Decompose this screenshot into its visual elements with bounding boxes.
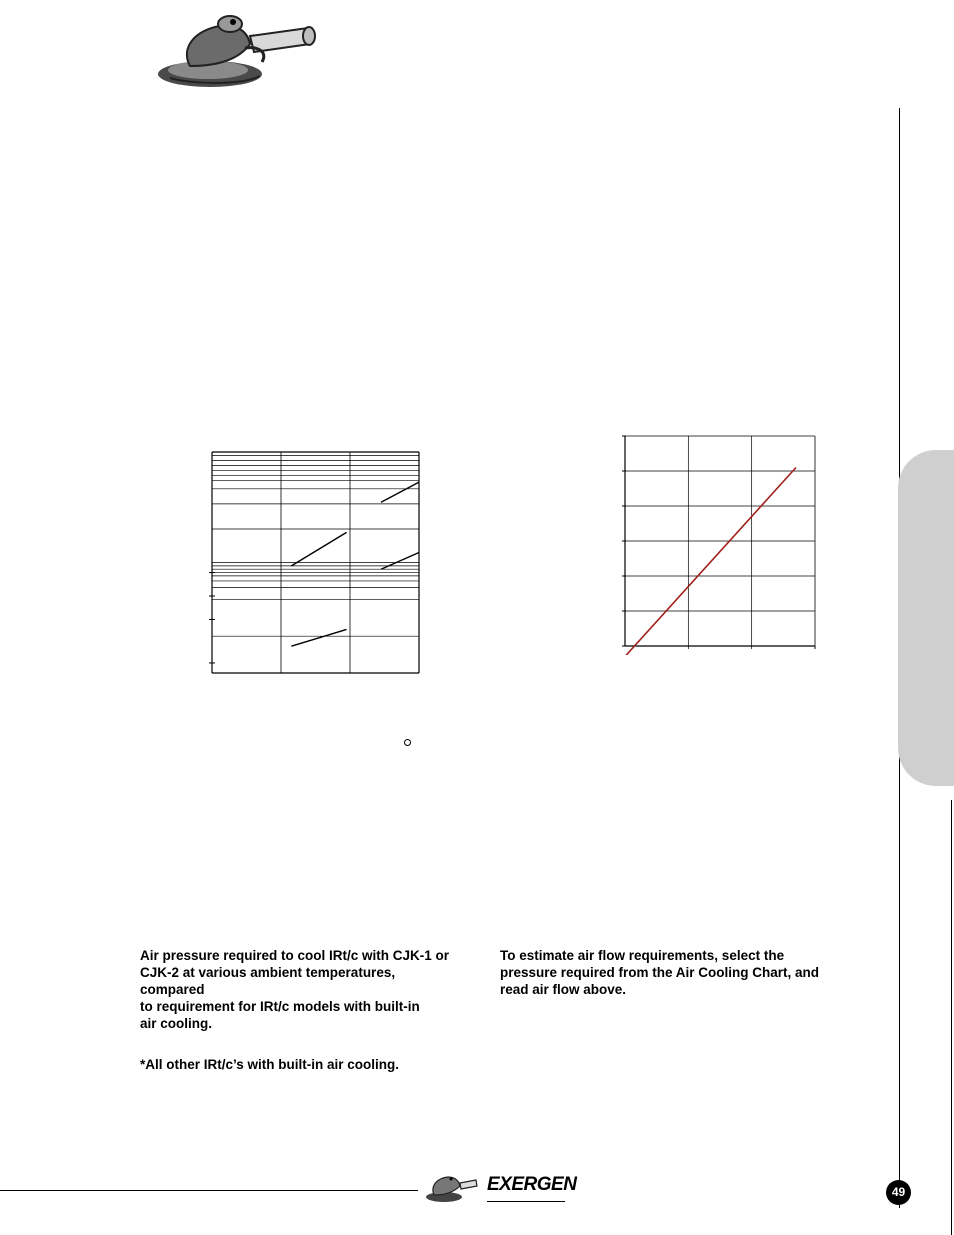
chart1-series-lower-pair-b: [381, 552, 419, 569]
wordmark-underline: [487, 1201, 565, 1202]
chart2-series-air-flow: [625, 468, 796, 656]
right-edge-rule: [951, 800, 952, 1235]
section-tab: [898, 450, 954, 786]
footnote: *All other IRt/c’s with built-in air cooling.: [140, 1057, 400, 1072]
footer-mascot-icon: [424, 1173, 480, 1203]
chart1-series-upper-pair-b: [381, 482, 419, 502]
page-number: 49: [886, 1180, 911, 1205]
left-caption: [140, 947, 470, 1032]
footer-rule: [0, 1190, 418, 1191]
degree-symbol: [404, 739, 411, 746]
air-cooling-plot: [209, 452, 419, 673]
left-caption-line-1: Air pressure required to cool IRt/c with CJK-1 or: [140, 948, 450, 963]
air-cooling-chart: [200, 440, 430, 680]
left-caption-line-2: CJK-2 at various ambient temperatures,: [140, 965, 396, 980]
air-flow-chart: [615, 430, 825, 655]
chart1-series-upper-pair-a: [291, 532, 346, 565]
left-caption-line-3: compared: [140, 982, 205, 997]
exergen-wordmark: EXERGEN: [487, 1174, 577, 1195]
chart1-series-lower-pair-a: [291, 629, 346, 646]
right-caption: To estimate air flow requirements, select the pressure required from the Air Cooling Chart, and read air flow above.: [500, 948, 820, 997]
air-flow-plot: [622, 436, 815, 655]
left-caption-line-4: to requirement for IRt/c models with built-in: [140, 999, 420, 1014]
frog-mascot-logo: [150, 8, 330, 90]
left-caption-line-5: air cooling.: [140, 1016, 213, 1031]
